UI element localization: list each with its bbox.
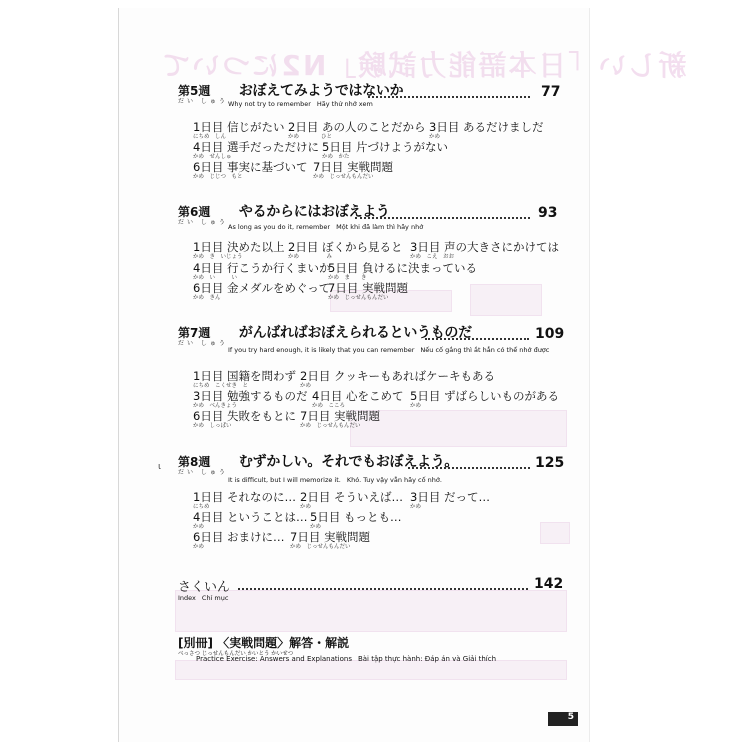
week-subtitle: As long as you do it, remember Một khi đã làm thì hãy nhớ <box>228 223 424 231</box>
page-number-ref: 109 <box>535 326 565 342</box>
day-item: 2日目 ぼくから見ると かめ み <box>288 240 403 260</box>
day-item: 1日目 信じがたい にちめ しん <box>193 120 285 140</box>
day-item: 6日目 金メダルをめぐって かめ きん <box>193 281 331 301</box>
page-number-ref: 93 <box>538 205 558 221</box>
leader-dots <box>425 338 529 340</box>
page-number-ref: 125 <box>535 455 565 471</box>
week-title: むずかしい。それでもおぼえよう。 <box>238 454 459 470</box>
day-item: 5日目 負けるに決まっている かめ ま き <box>328 261 477 281</box>
index-title: さくいん <box>178 580 231 595</box>
day-item: 7日目 実戦問題 かめ じっせんもんだい <box>313 160 393 180</box>
leader-dots <box>238 588 528 590</box>
day-item: 5日目 ずばらしいものがある かめ <box>410 389 559 409</box>
page-number-tab: 5 <box>548 712 578 726</box>
week-title: がんばればおぼえられるというものだ <box>238 325 472 341</box>
day-item: 3日目 だって… かめ <box>410 490 490 510</box>
watermark-title: 新しい「日本語能力試験」N2について <box>160 49 687 82</box>
bleed-box <box>175 660 567 680</box>
appendix-subtitle: Practice Exercise: Answers and Explanations Bài tập thực hành: Đáp án và Giải thích <box>196 655 497 663</box>
appendix-title: [別冊] 〈実戦問題〉解答・解説 べっさつ じっせんもんだい かいとう かいせつ <box>178 636 350 657</box>
bleed-box <box>540 522 570 544</box>
day-item: 3日目 声の大きさにかけては かめ こえ おお <box>410 240 559 260</box>
stray-mark: ι <box>158 462 162 472</box>
day-item: 3日目 勉強するものだ かめ べんきょう <box>193 389 308 409</box>
day-item: 4日目 心をこめて かめ こころ <box>312 389 404 409</box>
day-item: 5日目 片づけようがない かめ かた <box>322 140 448 160</box>
day-item: 1日目 国籍を問わず にちめ こくせき と <box>193 369 296 389</box>
day-item: 6日目 おまけに… かめ <box>193 530 285 550</box>
day-item: 6日目 失敗をもとに かめ しっぱい <box>193 409 296 429</box>
week-8-header <box>178 455 458 476</box>
bleed-box <box>350 410 567 447</box>
day-item: 5日目 もっとも… かめ <box>310 510 402 530</box>
day-item: 4日目 行こうか行くまいか かめ い い <box>193 261 331 281</box>
index-subtitle: Index Chỉ mục <box>178 594 229 602</box>
day-item: 4日目 選手だっただけに かめ せんしゅ <box>193 140 319 160</box>
day-item: 2日目 あの人のことだから かめ ひと <box>288 120 426 140</box>
leader-dots <box>355 217 530 219</box>
day-item: 6日目 事実に基づいて かめ じじつ もと <box>193 160 308 180</box>
day-item: 3日目 あるだけましだ かめ <box>429 120 544 140</box>
week-7-header <box>178 326 472 347</box>
day-item: 7日目 実戦問題 かめ じっせんもんだい <box>328 281 408 301</box>
leader-dots <box>368 96 530 98</box>
leader-dots <box>408 467 530 469</box>
index-page-number: 142 <box>534 576 564 592</box>
week-label: 第6週 だい しゅう <box>178 205 228 226</box>
day-item: 7日目 実戦問題 かめ じっせんもんだい <box>290 530 370 550</box>
bleed-box <box>470 284 542 316</box>
page-number-ref: 77 <box>541 84 561 100</box>
week-label: 第7週 だい しゅう <box>178 326 228 347</box>
day-item: 4日目 ということは… かめ <box>193 510 308 530</box>
week-title: おぼえてみようではないか <box>238 83 404 99</box>
week-title: やるからにはおぼえよう <box>238 204 390 220</box>
day-item: 7日目 実戦問題 かめ じっせんもんだい <box>300 409 380 429</box>
day-item: 1日目 それなのに… にちめ <box>193 490 296 510</box>
day-item: 1日目 決めた以上 かめ き いじょう <box>193 240 285 260</box>
week-subtitle: Why not try to remember Hãy thử nhớ xem <box>228 100 373 108</box>
day-item: 2日目 そういえば… かめ <box>300 490 403 510</box>
week-subtitle: It is difficult, but I will memorize it. Khó. Tuy vậy vẫn hãy cố nhớ. <box>228 476 442 484</box>
day-item: 2日目 クッキーもあればケーキもある かめ <box>300 369 495 389</box>
week-subtitle: If you try hard enough, it is likely that you can remember Nếu cố gắng thì ắt hẳn có thể nhớ được <box>228 346 550 354</box>
week-label: 第5週 だい しゅう <box>178 84 228 105</box>
week-label: 第8週 だい しゅう <box>178 455 228 476</box>
